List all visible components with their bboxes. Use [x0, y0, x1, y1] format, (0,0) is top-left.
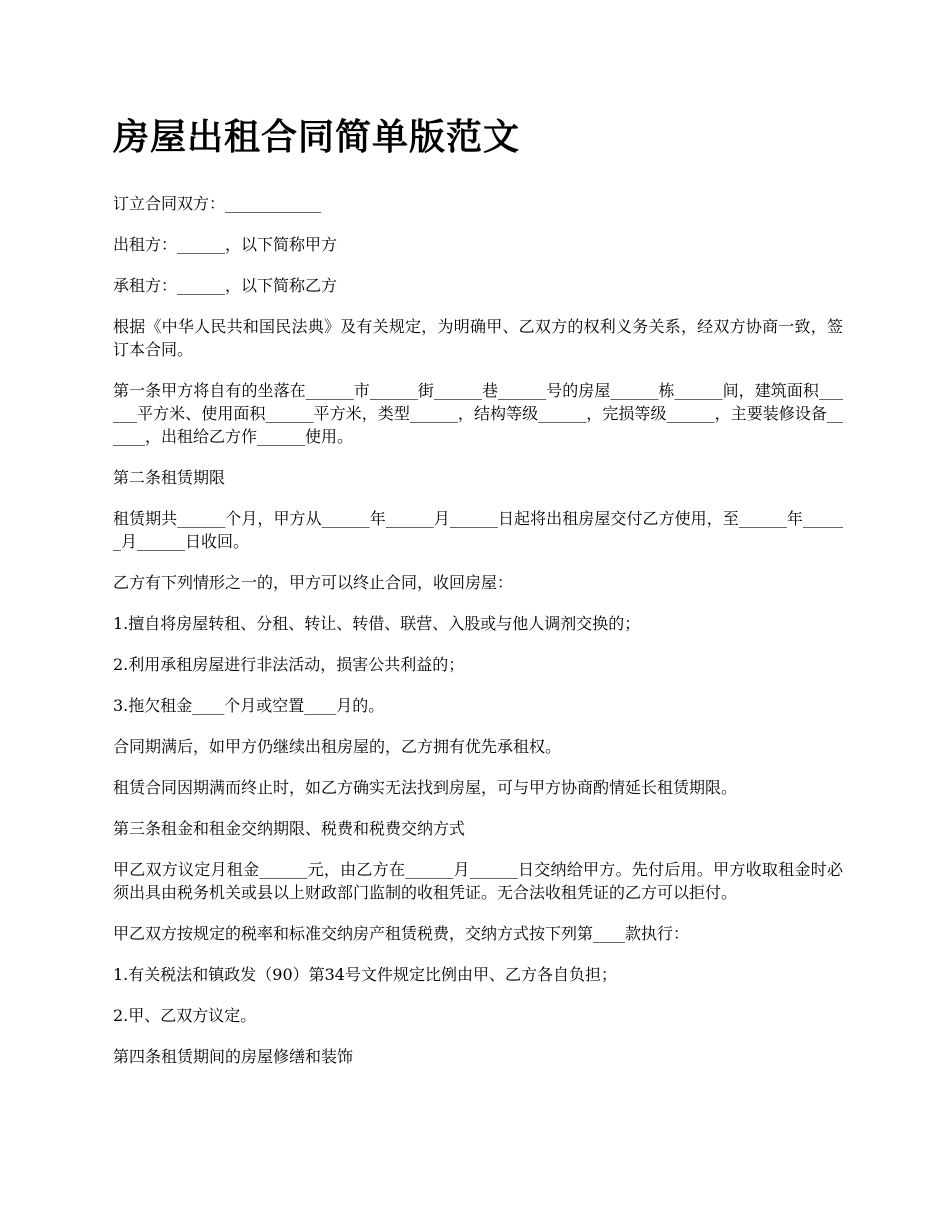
article-2-heading: 第二条租赁期限 [113, 468, 226, 487]
termination-item-2: 2.利用承租房屋进行非法活动，损害公共利益的； [113, 655, 465, 674]
document-page [113, 112, 843, 1086]
parties-line: 订立合同双方：____________ [113, 194, 322, 213]
termination-item-1: 1.擅自将房屋转租、分租、转让、转借、联营、入股或与他人调剂交换的； [113, 614, 641, 633]
lease-term-paragraph: 租赁期共______个月，甲方从______年______月______日起将出租房屋交付乙方使用，至______年______月______日收回。 [113, 509, 843, 551]
extension-paragraph: 租赁合同因期满而终止时，如乙方确实无法找到房屋，可与甲方协商酌情延长租赁期限。 [113, 778, 738, 797]
tax-item-2: 2.甲、乙双方议定。 [113, 1006, 257, 1025]
article-1-paragraph: 第一条甲方将自有的坐落在______市______街______巷______号的房屋______栋______间，建筑面积______平方米、使用面积______平方米，类型______，结构等级______，完损等级______，主要装修设备______，出租给乙方作______使用。 [113, 381, 843, 446]
tax-paragraph: 甲乙双方按规定的税率和标准交纳房产租赁税费，交纳方式按下列第____款执行： [113, 924, 690, 943]
lessee-line: 承租方：______，以下简称乙方 [113, 276, 338, 295]
termination-intro: 乙方有下列情形之一的，甲方可以终止合同，收回房屋： [113, 573, 514, 592]
tax-item-1: 1.有关税法和镇政发（90）第34号文件规定比例由甲、乙方各自负担； [113, 965, 617, 984]
preamble-paragraph: 根据《中华人民共和国民法典》及有关规定，为明确甲、乙双方的权利义务关系，经双方协商一致，签订本合同。 [113, 317, 843, 359]
rent-paragraph: 甲乙双方议定月租金______元，由乙方在______月______日交纳给甲方。先付后用。甲方收取租金时必须出具由税务机关或县以上财政部门监制的收租凭证。无合法收租凭证的乙方可以拒付。 [113, 860, 843, 902]
lessor-line: 出租方：______，以下简称甲方 [113, 235, 338, 254]
termination-item-3: 3.拖欠租金____个月或空置____月的。 [113, 696, 385, 715]
renewal-paragraph: 合同期满后，如甲方仍继续出租房屋的，乙方拥有优先承租权。 [113, 737, 562, 756]
document-title: 房屋出租合同简单版范文 [113, 116, 521, 158]
article-4-heading: 第四条租赁期间的房屋修缮和装饰 [113, 1047, 354, 1066]
article-3-heading: 第三条租金和租金交纳期限、税费和税费交纳方式 [113, 819, 466, 838]
